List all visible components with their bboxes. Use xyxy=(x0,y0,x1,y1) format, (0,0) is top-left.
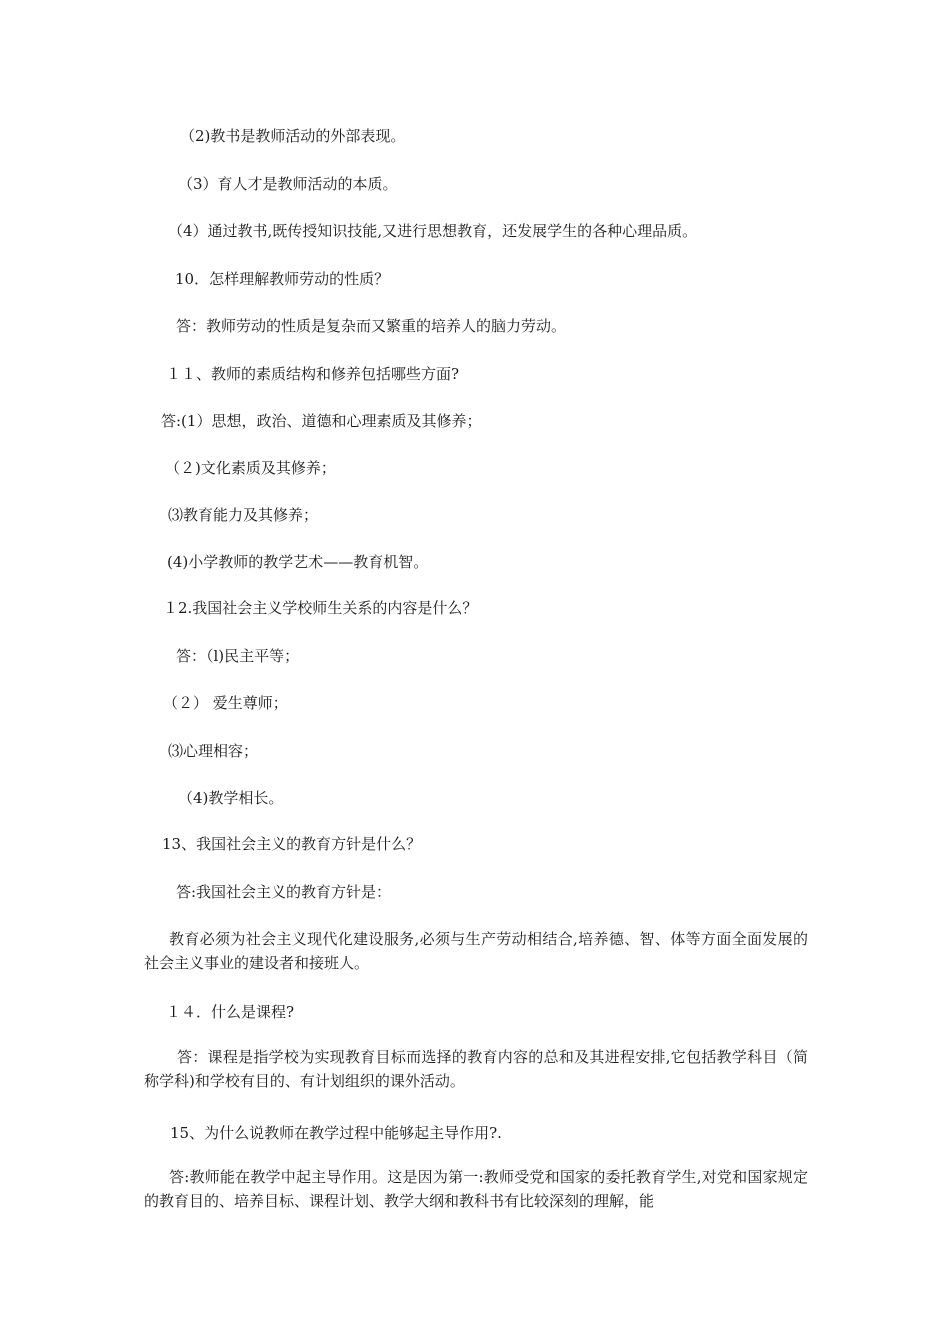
text-line: （4）通过教书,既传授知识技能,又进行思想教育，还发展学生的各种心理品质。 xyxy=(168,222,698,240)
answer-13-intro: 答:我国社会主义的教育方针是： xyxy=(176,883,392,901)
question-14: １４．什么是课程? xyxy=(166,1003,295,1021)
answer-11-item-1: 答:(1）思想，政治、道德和心理素质及其修养； xyxy=(161,412,482,430)
answer-11-item-3: ⑶教育能力及其修养； xyxy=(168,506,319,524)
answer-12-item-4: （4)教学相长。 xyxy=(178,789,284,807)
answer-13-body: 教育必须为社会主义现代化建设服务,必须与生产劳动相结合,培养德、智、体等方面全面发展的社会主义事业的建设者和接班人。 xyxy=(144,930,808,972)
answer-11-item-2: （２)文化素质及其修养； xyxy=(165,459,336,477)
answer-10: 答：教师劳动的性质是复杂而又繁重的培养人的脑力劳动。 xyxy=(176,317,567,335)
answer-11-item-4: (4)小学教师的教学艺术——教育机智。 xyxy=(167,553,429,571)
answer-14: 答：课程是指学校为实现教育目标而选择的教育内容的总和及其进程安排,它包括教学科目（简称学科)和学校有目的、有计划组织的课外活动。 xyxy=(144,1048,808,1090)
answer-12-item-2: （２） 爱生尊师； xyxy=(163,694,288,712)
answer-15: 答:教师能在教学中起主导作用。这是因为第一:教师受党和国家的委托教育学生,对党和国家规定的教育目的、培养目标、课程计划、教学大纲和教科书有比较深刻的理解，能 xyxy=(144,1168,808,1210)
question-13: 13、我国社会主义的教育方针是什么？ xyxy=(162,835,422,853)
text-line: （2)教书是教师活动的外部表现。 xyxy=(180,127,406,145)
text-line: （3）育人才是教师活动的本质。 xyxy=(178,175,398,193)
question-10: 10．怎样理解教师劳动的性质？ xyxy=(175,270,390,288)
answer-12-item-3: ⑶心理相容； xyxy=(168,742,259,760)
question-15: 15、为什么说教师在教学过程中能够起主导作用?. xyxy=(170,1124,502,1142)
answer-12-item-1: 答：（l)民主平等； xyxy=(176,647,300,665)
question-12: １2.我国社会主义学校师生关系的内容是什么？ xyxy=(163,599,478,617)
question-11: １１、教师的素质结构和修养包括哪些方面? xyxy=(166,365,460,383)
